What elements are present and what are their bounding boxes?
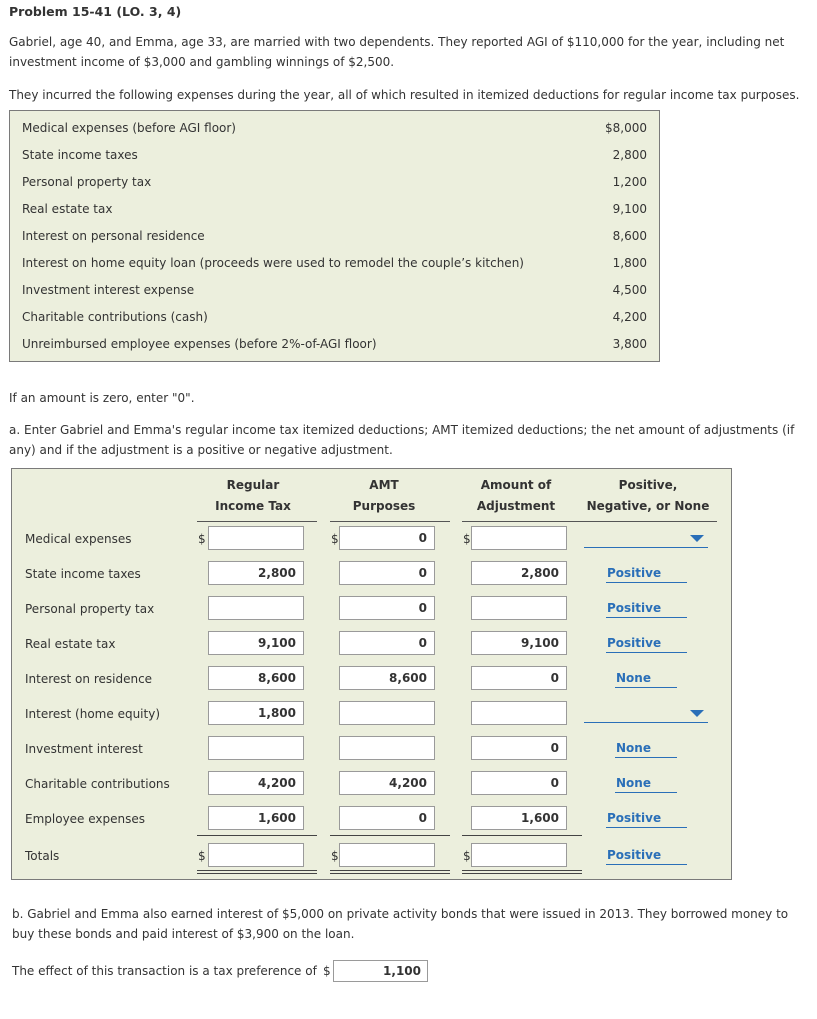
expense-row: Interest on home equity loan (proceeds were used to remodel the couple’s kitchen) 1,800 bbox=[22, 256, 647, 270]
row-label-personal-property-tax: Personal property tax bbox=[25, 602, 155, 616]
expense-row: Unreimbursed employee expenses (before 2%-of-AGI floor) 3,800 bbox=[22, 337, 647, 351]
regular-input-medical[interactable] bbox=[208, 526, 304, 550]
regular-input-real-estate-tax[interactable]: 9,100 bbox=[208, 631, 304, 655]
regular-input-residence-interest[interactable]: 8,600 bbox=[208, 666, 304, 690]
sign-select-investment-interest[interactable]: None bbox=[615, 738, 677, 758]
amt-input-property-tax[interactable]: 0 bbox=[339, 596, 435, 620]
expense-row: Real estate tax 9,100 bbox=[22, 202, 647, 216]
row-label-real-estate-tax: Real estate tax bbox=[25, 637, 116, 651]
header-divider bbox=[330, 521, 450, 522]
regular-input-employee-expenses[interactable]: 1,600 bbox=[208, 806, 304, 830]
row-label-employee-expenses: Employee expenses bbox=[25, 812, 146, 826]
adjustment-input-home-equity[interactable] bbox=[471, 701, 567, 725]
amt-input-totals[interactable] bbox=[339, 843, 435, 867]
amt-input-real-estate-tax[interactable]: 0 bbox=[339, 631, 435, 655]
chevron-down-icon bbox=[690, 535, 704, 542]
regular-input-home-equity[interactable]: 1,800 bbox=[208, 701, 304, 725]
amt-input-residence-interest[interactable]: 8,600 bbox=[339, 666, 435, 690]
adjustment-input-totals[interactable] bbox=[471, 843, 567, 867]
sign-select-totals[interactable]: Positive bbox=[606, 845, 687, 865]
part-a-instructions: a. Enter Gabriel and Emma's regular income tax itemized deductions; AMT itemized deductions; the net amount of adjustments (if any) and if the adjustment is a positive or negative adjustment. bbox=[9, 423, 795, 457]
expense-row: Interest on personal residence 8,600 bbox=[22, 229, 647, 243]
adjustment-input-residence-interest[interactable]: 0 bbox=[471, 666, 567, 690]
expense-row: Personal property tax 1,200 bbox=[22, 175, 647, 189]
row-label-medical-expenses: Medical expenses bbox=[25, 532, 132, 546]
adjustment-input-real-estate-tax[interactable]: 9,100 bbox=[471, 631, 567, 655]
amt-input-medical[interactable]: 0 bbox=[339, 526, 435, 550]
row-label-totals: Totals bbox=[25, 849, 60, 863]
row-label-interest-on-residence: Interest on residence bbox=[25, 672, 153, 686]
subtotal-rule bbox=[462, 835, 582, 836]
subtotal-rule bbox=[330, 835, 450, 836]
chevron-down-icon bbox=[690, 710, 704, 717]
dollar-sign: $ bbox=[463, 532, 471, 546]
dollar-sign: $ bbox=[323, 964, 331, 978]
header-amt-purposes: AMT Purposes bbox=[352, 478, 416, 513]
expense-row: State income taxes 2,800 bbox=[22, 148, 647, 162]
total-double-rule bbox=[462, 870, 582, 874]
adjustment-input-state-taxes[interactable]: 2,800 bbox=[471, 561, 567, 585]
regular-input-property-tax[interactable] bbox=[208, 596, 304, 620]
amt-input-home-equity[interactable] bbox=[339, 701, 435, 725]
sign-select-property-tax[interactable]: Positive bbox=[606, 598, 687, 618]
adjustment-input-employee-expenses[interactable]: 1,600 bbox=[471, 806, 567, 830]
part-b-instructions: b. Gabriel and Emma also earned interest of $5,000 on private activity bonds that were issued in 2013. They borrowed money to buy these bonds and paid interest of $3,900 on the loan. bbox=[12, 907, 789, 941]
sign-select-residence-interest[interactable]: None bbox=[615, 668, 677, 688]
regular-input-investment-interest[interactable] bbox=[208, 736, 304, 760]
tax-preference-label: The effect of this transaction is a tax preference of bbox=[12, 964, 317, 978]
dollar-sign: $ bbox=[331, 849, 339, 863]
answer-table bbox=[11, 468, 732, 880]
adjustment-input-property-tax[interactable] bbox=[471, 596, 567, 620]
amt-input-investment-interest[interactable] bbox=[339, 736, 435, 760]
dollar-sign: $ bbox=[331, 532, 339, 546]
header-divider bbox=[197, 521, 317, 522]
sign-select-real-estate-tax[interactable]: Positive bbox=[606, 633, 687, 653]
adjustment-input-investment-interest[interactable]: 0 bbox=[471, 736, 567, 760]
sign-select-employee-expenses[interactable]: Positive bbox=[606, 808, 687, 828]
amt-input-state-taxes[interactable]: 0 bbox=[339, 561, 435, 585]
expenses-table bbox=[9, 110, 660, 362]
expense-row: Charitable contributions (cash) 4,200 bbox=[22, 310, 647, 324]
subtotal-rule bbox=[197, 835, 317, 836]
header-regular-income-tax: Regular Income Tax bbox=[215, 478, 291, 513]
sign-select-charitable[interactable]: None bbox=[615, 773, 677, 793]
intro-text: Gabriel, age 40, and Emma, age 33, are married with two dependents. They reported AGI of $110,000 for the year, including net investment income of $3,000 and gambling winnings of $2,500. bbox=[9, 35, 785, 69]
adjustment-input-charitable[interactable]: 0 bbox=[471, 771, 567, 795]
adjustment-input-medical[interactable] bbox=[471, 526, 567, 550]
dollar-sign: $ bbox=[463, 849, 471, 863]
header-divider bbox=[462, 521, 582, 522]
header-positive-negative-none: Positive, Negative, or None bbox=[586, 478, 710, 513]
total-double-rule bbox=[330, 870, 450, 874]
regular-input-state-taxes[interactable]: 2,800 bbox=[208, 561, 304, 585]
dollar-sign: $ bbox=[198, 849, 206, 863]
row-label-charitable-contributions: Charitable contributions bbox=[25, 777, 170, 791]
header-divider bbox=[582, 521, 717, 522]
expense-row: Investment interest expense 4,500 bbox=[22, 283, 647, 297]
row-label-investment-interest: Investment interest bbox=[25, 742, 143, 756]
row-label-state-income-taxes: State income taxes bbox=[25, 567, 141, 581]
zero-note: If an amount is zero, enter "0". bbox=[9, 391, 195, 405]
regular-input-charitable[interactable]: 4,200 bbox=[208, 771, 304, 795]
header-amount-of-adjustment: Amount of Adjustment bbox=[476, 478, 556, 513]
dollar-sign: $ bbox=[198, 532, 206, 546]
tax-preference-input[interactable]: 1,100 bbox=[333, 960, 428, 982]
sign-select-state-taxes[interactable]: Positive bbox=[606, 563, 687, 583]
total-double-rule bbox=[197, 870, 317, 874]
intro-expenses-text: They incurred the following expenses during the year, all of which resulted in itemized deductions for regular income tax purposes. bbox=[9, 88, 800, 102]
regular-input-totals[interactable] bbox=[208, 843, 304, 867]
row-label-interest-home-equity: Interest (home equity) bbox=[25, 707, 160, 721]
amt-input-employee-expenses[interactable]: 0 bbox=[339, 806, 435, 830]
problem-title: Problem 15-41 (LO. 3, 4) bbox=[9, 4, 182, 19]
expense-row: Medical expenses (before AGI floor) $8,000 bbox=[22, 121, 647, 135]
sign-select-home-equity[interactable] bbox=[584, 703, 708, 723]
amt-input-charitable[interactable]: 4,200 bbox=[339, 771, 435, 795]
sign-select-medical[interactable] bbox=[584, 528, 708, 548]
